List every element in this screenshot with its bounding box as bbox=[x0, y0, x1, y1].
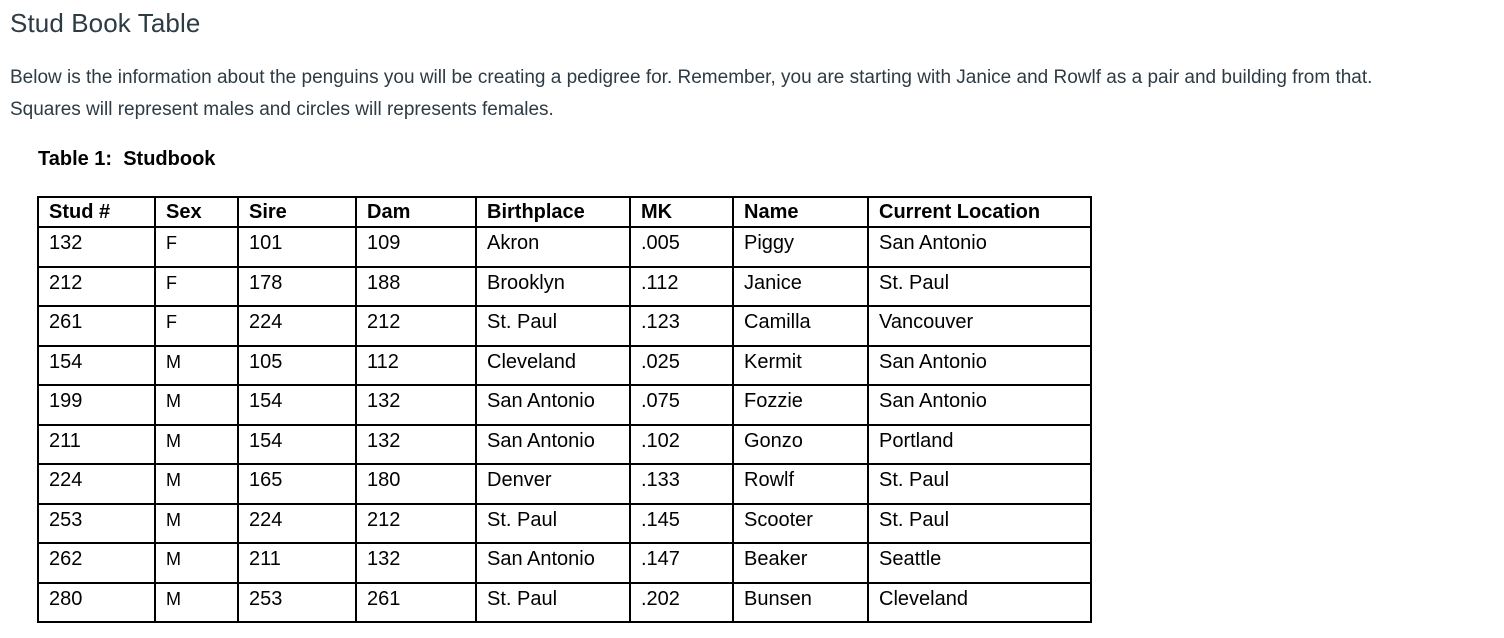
header-name: Name bbox=[733, 197, 868, 227]
cell-dam: 112 bbox=[356, 346, 476, 386]
table-body bbox=[38, 227, 1091, 622]
cell-stud-number: 280 bbox=[38, 583, 155, 623]
header-dam: Dam bbox=[356, 197, 476, 227]
header-sire: Sire bbox=[238, 197, 356, 227]
cell-sex: F bbox=[155, 227, 238, 267]
page-title: Stud Book Table bbox=[10, 8, 201, 38]
cell-sex: F bbox=[155, 267, 238, 307]
cell-current-location: St. Paul bbox=[868, 267, 1091, 307]
cell-sex: F bbox=[155, 306, 238, 346]
cell-sire: 224 bbox=[238, 306, 356, 346]
cell-name: Gonzo bbox=[733, 425, 868, 465]
cell-current-location: Vancouver bbox=[868, 306, 1091, 346]
cell-birthplace: Brooklyn bbox=[476, 267, 630, 307]
cell-name: Camilla bbox=[733, 306, 868, 346]
cell-sex: M bbox=[155, 504, 238, 544]
cell-birthplace: St. Paul bbox=[476, 504, 630, 544]
cell-sex: M bbox=[155, 346, 238, 386]
intro-line-2: Squares will represent males and circles will represents females. bbox=[10, 99, 554, 120]
cell-mk: .102 bbox=[630, 425, 733, 465]
studbook-table bbox=[37, 196, 1092, 623]
cell-current-location: Portland bbox=[868, 425, 1091, 465]
cell-sire: 154 bbox=[238, 425, 356, 465]
cell-mk: .025 bbox=[630, 346, 733, 386]
header-current-location: Current Location bbox=[868, 197, 1091, 227]
cell-sire: 224 bbox=[238, 504, 356, 544]
table-row bbox=[38, 464, 1091, 504]
cell-birthplace: San Antonio bbox=[476, 425, 630, 465]
cell-name: Piggy bbox=[733, 227, 868, 267]
cell-sire: 253 bbox=[238, 583, 356, 623]
cell-dam: 212 bbox=[356, 306, 476, 346]
table-row bbox=[38, 306, 1091, 346]
cell-dam: 132 bbox=[356, 543, 476, 583]
cell-mk: .145 bbox=[630, 504, 733, 544]
cell-name: Kermit bbox=[733, 346, 868, 386]
table-row bbox=[38, 583, 1091, 623]
cell-dam: 180 bbox=[356, 464, 476, 504]
cell-stud-number: 211 bbox=[38, 425, 155, 465]
cell-mk: .112 bbox=[630, 267, 733, 307]
cell-dam: 132 bbox=[356, 385, 476, 425]
cell-birthplace: San Antonio bbox=[476, 543, 630, 583]
cell-name: Scooter bbox=[733, 504, 868, 544]
cell-stud-number: 261 bbox=[38, 306, 155, 346]
cell-mk: .075 bbox=[630, 385, 733, 425]
cell-stud-number: 224 bbox=[38, 464, 155, 504]
cell-mk: .202 bbox=[630, 583, 733, 623]
cell-current-location: San Antonio bbox=[868, 346, 1091, 386]
header-sex: Sex bbox=[155, 197, 238, 227]
header-mk: MK bbox=[630, 197, 733, 227]
cell-mk: .005 bbox=[630, 227, 733, 267]
cell-stud-number: 212 bbox=[38, 267, 155, 307]
table-row bbox=[38, 543, 1091, 583]
cell-name: Janice bbox=[733, 267, 868, 307]
cell-stud-number: 154 bbox=[38, 346, 155, 386]
cell-stud-number: 262 bbox=[38, 543, 155, 583]
cell-birthplace: St. Paul bbox=[476, 583, 630, 623]
cell-birthplace: Denver bbox=[476, 464, 630, 504]
cell-sex: M bbox=[155, 385, 238, 425]
cell-current-location: St. Paul bbox=[868, 504, 1091, 544]
intro-text bbox=[10, 62, 1500, 126]
cell-dam: 261 bbox=[356, 583, 476, 623]
cell-sex: M bbox=[155, 583, 238, 623]
cell-sex: M bbox=[155, 543, 238, 583]
cell-mk: .133 bbox=[630, 464, 733, 504]
table-row bbox=[38, 504, 1091, 544]
table-caption: Table 1: Studbook bbox=[38, 148, 216, 170]
cell-name: Fozzie bbox=[733, 385, 868, 425]
cell-current-location: St. Paul bbox=[868, 464, 1091, 504]
intro-line-1: Below is the information about the penguins you will be creating a pedigree for. Remember, you are starting with Janice and Rowlf as a pair and building from that. bbox=[10, 67, 1373, 88]
cell-birthplace: Akron bbox=[476, 227, 630, 267]
cell-sire: 178 bbox=[238, 267, 356, 307]
cell-name: Bunsen bbox=[733, 583, 868, 623]
cell-dam: 109 bbox=[356, 227, 476, 267]
cell-name: Beaker bbox=[733, 543, 868, 583]
cell-stud-number: 132 bbox=[38, 227, 155, 267]
cell-name: Rowlf bbox=[733, 464, 868, 504]
cell-sex: M bbox=[155, 425, 238, 465]
cell-sire: 105 bbox=[238, 346, 356, 386]
cell-current-location: San Antonio bbox=[868, 227, 1091, 267]
header-stud-number: Stud # bbox=[38, 197, 155, 227]
cell-birthplace: Cleveland bbox=[476, 346, 630, 386]
cell-sire: 165 bbox=[238, 464, 356, 504]
cell-current-location: Cleveland bbox=[868, 583, 1091, 623]
cell-dam: 188 bbox=[356, 267, 476, 307]
cell-birthplace: St. Paul bbox=[476, 306, 630, 346]
cell-current-location: San Antonio bbox=[868, 385, 1091, 425]
cell-mk: .123 bbox=[630, 306, 733, 346]
cell-sire: 154 bbox=[238, 385, 356, 425]
cell-sex: M bbox=[155, 464, 238, 504]
cell-sire: 101 bbox=[238, 227, 356, 267]
header-birthplace: Birthplace bbox=[476, 197, 630, 227]
cell-sire: 211 bbox=[238, 543, 356, 583]
table-row bbox=[38, 227, 1091, 267]
cell-stud-number: 199 bbox=[38, 385, 155, 425]
table-header-row bbox=[38, 197, 1091, 227]
cell-current-location: Seattle bbox=[868, 543, 1091, 583]
cell-mk: .147 bbox=[630, 543, 733, 583]
cell-stud-number: 253 bbox=[38, 504, 155, 544]
cell-dam: 132 bbox=[356, 425, 476, 465]
cell-birthplace: San Antonio bbox=[476, 385, 630, 425]
table-row bbox=[38, 425, 1091, 465]
cell-dam: 212 bbox=[356, 504, 476, 544]
table-row bbox=[38, 346, 1091, 386]
table-row bbox=[38, 267, 1091, 307]
table-row bbox=[38, 385, 1091, 425]
